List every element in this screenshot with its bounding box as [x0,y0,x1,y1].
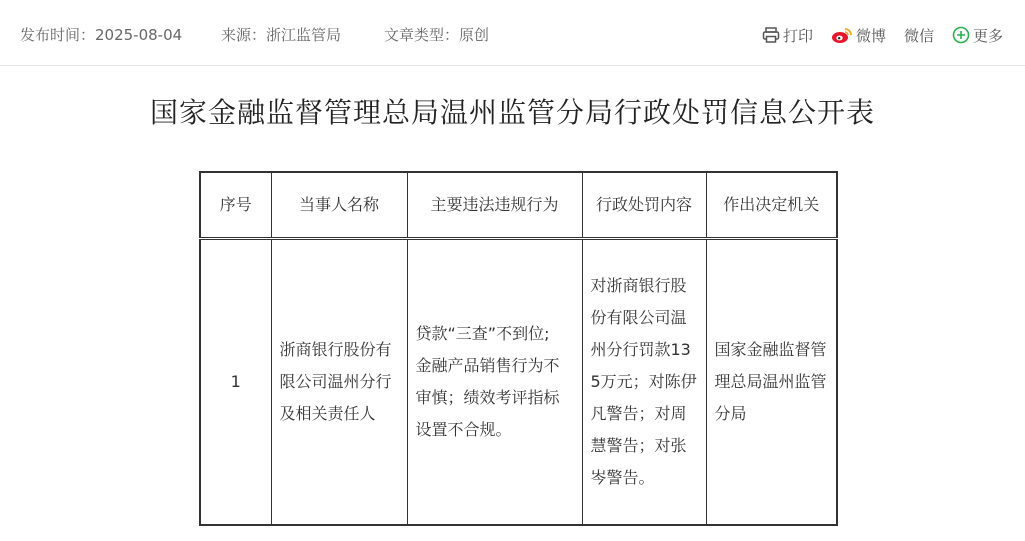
article-type: 文章类型：原创 [384,26,490,44]
cell-party [271,239,407,526]
col-header-no: 序号 [200,172,271,239]
violations-text: 贷款“三查”不到位; 金融产品销售行为不审慎；绩效考评指标设置不合规。 [415,324,560,439]
print-button[interactable] [762,25,813,46]
wechat-label: 微信 [903,26,934,45]
page-title: 国家金融监督管理总局温州监管分局行政处罚信息公开表 [149,96,875,129]
print-label: 打印 [782,26,813,45]
plus-circle-icon [952,26,970,44]
table-row [200,239,837,526]
weibo-icon [831,26,853,44]
article-meta-bar [0,0,1025,66]
cell-no: 1 [200,239,271,526]
printer-icon [762,26,780,44]
publish-time: 发布时间：2025-08-04 [20,26,183,44]
cell-penalty [582,239,706,526]
col-header-party: 当事人名称 [271,172,407,239]
penalty-info-table [199,171,838,526]
weibo-share-button[interactable] [831,25,886,46]
authority-text: 国家金融监督管理总局温州监管分局 [714,340,827,423]
wechat-share-button[interactable] [904,25,934,46]
cell-violations [407,239,582,526]
weibo-label: 微博 [855,26,886,45]
article-source: 来源：浙江监管局 [221,26,342,44]
col-header-authority: 作出决定机关 [706,172,837,239]
more-share-button[interactable] [952,25,1003,46]
more-label: 更多 [972,26,1003,45]
table-header-row [200,172,837,239]
penalty-text: 对浙商银行股份有限公司温州分行罚款135万元；对陈伊凡警告；对周慧警告；对张岑警告。 [590,276,697,487]
col-header-penalty: 行政处罚内容 [582,172,706,239]
share-toolbar [762,22,1003,48]
col-header-violations: 主要违法违规行为 [407,172,582,239]
party-text: 浙商银行股份有限公司温州分行及相关责任人 [279,340,392,423]
cell-authority [706,239,837,526]
